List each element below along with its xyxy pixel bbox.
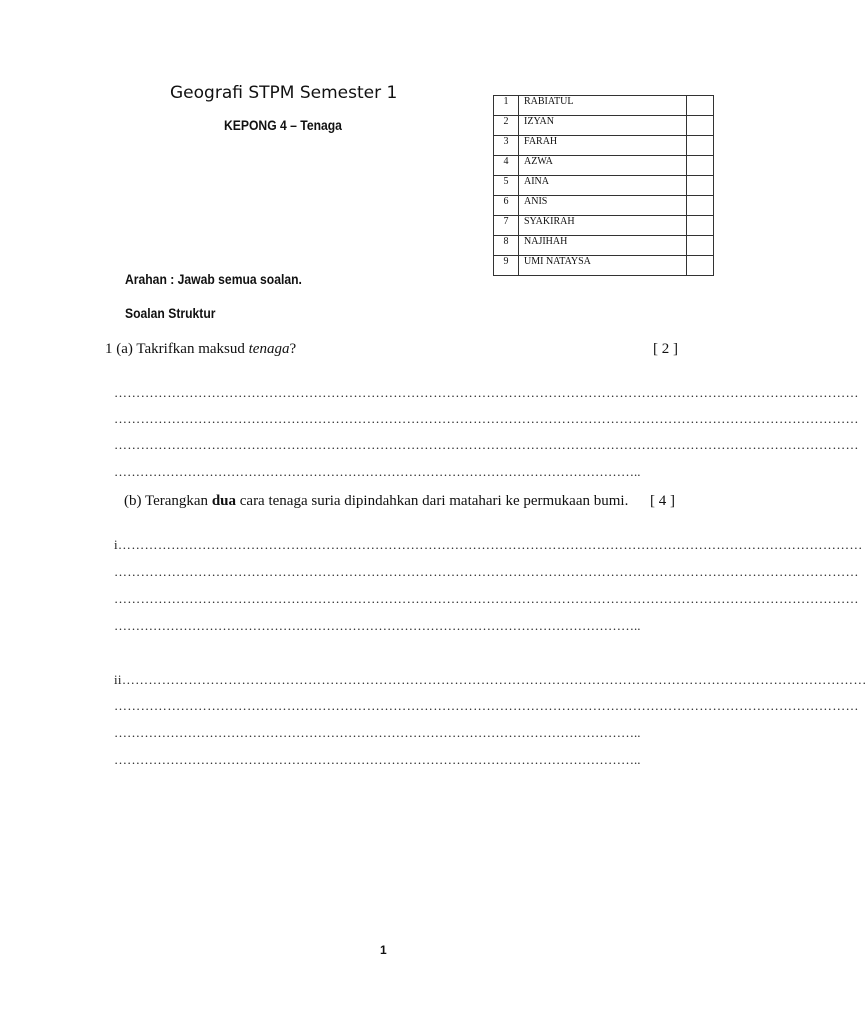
member-name: IZYAN bbox=[519, 116, 687, 136]
member-name: FARAH bbox=[519, 136, 687, 156]
member-mark-cell bbox=[687, 116, 714, 136]
answer-line: …………………………………………………………………………………………………………………………………………………… bbox=[114, 411, 859, 426]
member-number: 2 bbox=[494, 116, 519, 136]
group-member-row bbox=[494, 96, 714, 116]
member-name: AZWA bbox=[519, 156, 687, 176]
instructions: Arahan : Jawab semua soalan. bbox=[125, 272, 302, 287]
member-number: 3 bbox=[494, 136, 519, 156]
member-number: 4 bbox=[494, 156, 519, 176]
answer-line: ………………………………………………………………………………………………………….. bbox=[114, 725, 641, 740]
page-number: 1 bbox=[380, 943, 387, 957]
answer-line: …………………………………………………………………………………………………………………………………………………… bbox=[114, 564, 859, 579]
question-1b bbox=[124, 493, 628, 510]
member-name: ANIS bbox=[519, 196, 687, 216]
member-number: 5 bbox=[494, 176, 519, 196]
group-members-table bbox=[493, 95, 714, 276]
member-mark-cell bbox=[687, 136, 714, 156]
question-1a-suffix: ? bbox=[289, 341, 297, 357]
answer-line: …………………………………………………………………………………………………………………………………………………… bbox=[114, 698, 859, 713]
member-mark-cell bbox=[687, 176, 714, 196]
member-number: 1 bbox=[494, 96, 519, 116]
answer-line: ………………………………………………………………………………………………………….. bbox=[114, 464, 641, 479]
group-member-row bbox=[494, 256, 714, 276]
question-1a-term: tenaga bbox=[248, 341, 290, 357]
answer-line: ………………………………………………………………………………………………………….. bbox=[114, 752, 641, 767]
point-2-label: ii bbox=[114, 672, 122, 687]
section-heading: Soalan Struktur bbox=[125, 306, 216, 321]
answer-line: ………………………………………………………………………………………………………….. bbox=[114, 618, 641, 633]
question-1b-marks: [ 4 ] bbox=[650, 493, 675, 509]
group-member-row bbox=[494, 196, 714, 216]
group-member-row bbox=[494, 216, 714, 236]
member-name: NAJIHAH bbox=[519, 236, 687, 256]
member-number: 9 bbox=[494, 256, 519, 276]
question-1a-marks: [ 2 ] bbox=[653, 341, 678, 357]
member-mark-cell bbox=[687, 156, 714, 176]
answer-line-point-1: i…………………………………………………………………………………………………………………………………………………… bbox=[114, 537, 863, 552]
member-mark-cell bbox=[687, 216, 714, 236]
member-mark-cell bbox=[687, 256, 714, 276]
member-mark-cell bbox=[687, 196, 714, 216]
question-1b-prefix: (b) Terangkan bbox=[124, 493, 212, 509]
document-title: Geografi STPM Semester 1 bbox=[170, 83, 398, 103]
answer-line: …………………………………………………………………………………………………………………………………………………… bbox=[114, 385, 859, 400]
group-member-row bbox=[494, 236, 714, 256]
member-name: UMI NATAYSA bbox=[519, 256, 687, 276]
member-name: SYAKIRAH bbox=[519, 216, 687, 236]
question-1b-emphasis: dua bbox=[211, 493, 236, 509]
member-name: RABIATUL bbox=[519, 96, 687, 116]
member-number: 6 bbox=[494, 196, 519, 216]
answer-line-point-2: ii…………………………………………………………………………………………………………………………………………………… bbox=[114, 672, 867, 687]
group-member-row bbox=[494, 176, 714, 196]
member-number: 7 bbox=[494, 216, 519, 236]
question-1a bbox=[105, 341, 296, 358]
answer-line: …………………………………………………………………………………………………………………………………………………… bbox=[114, 437, 859, 452]
member-mark-cell bbox=[687, 96, 714, 116]
document-subtitle: KEPONG 4 – Tenaga bbox=[224, 118, 342, 133]
answer-line: …………………………………………………………………………………………………………………………………………………… bbox=[114, 591, 859, 606]
member-name: AINA bbox=[519, 176, 687, 196]
group-member-row bbox=[494, 116, 714, 136]
member-number: 8 bbox=[494, 236, 519, 256]
member-mark-cell bbox=[687, 236, 714, 256]
group-member-row bbox=[494, 156, 714, 176]
group-member-row bbox=[494, 136, 714, 156]
point-1-label: i bbox=[114, 537, 118, 552]
question-1a-prefix: 1 (a) Takrifkan maksud bbox=[105, 341, 249, 357]
question-1b-suffix: cara tenaga suria dipindahkan dari matahari ke permukaan bumi. bbox=[236, 493, 629, 509]
